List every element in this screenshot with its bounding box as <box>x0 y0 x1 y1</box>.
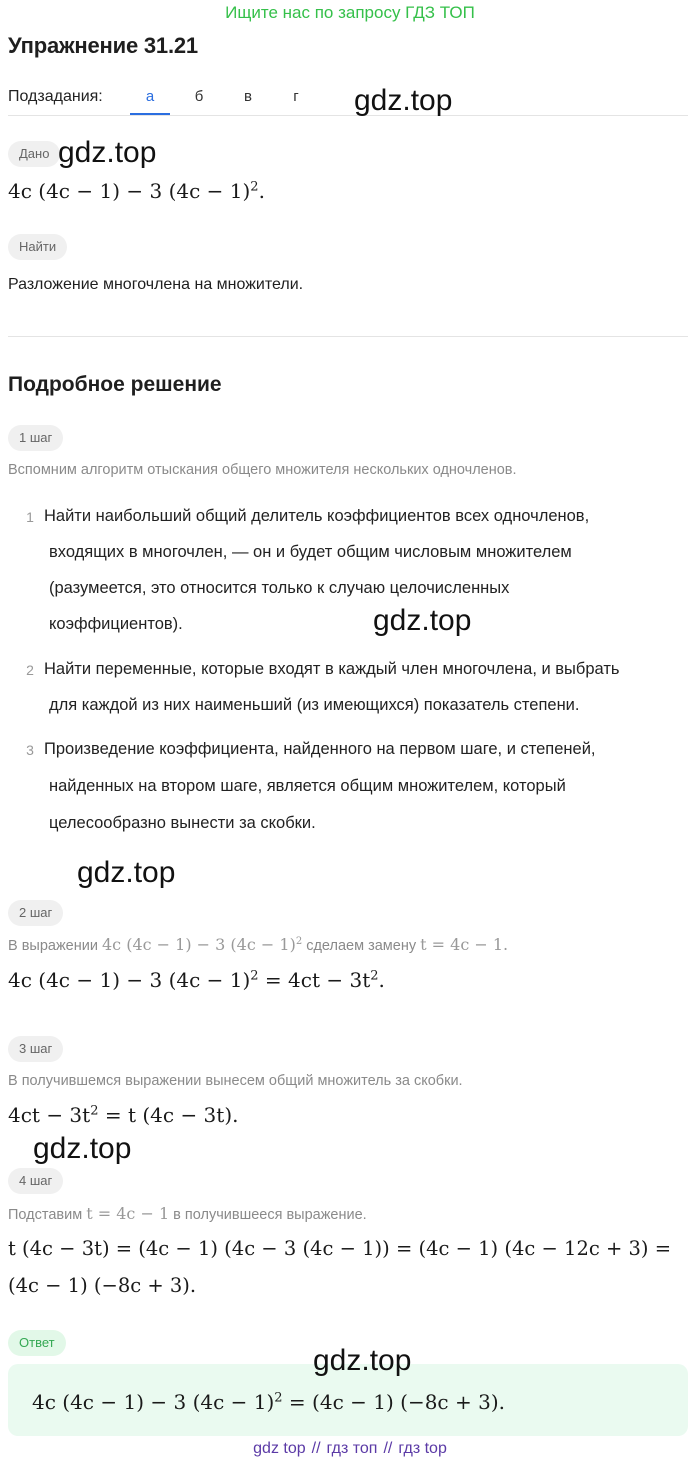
promo-banner[interactable]: Ищите нас по запросу ГДЗ ТОП <box>225 3 475 22</box>
step-2-note: В выражении 4c (4c − 1) − 3 $(4c - 1)^2$ сделаем замену t = 4c − 1. <box>8 935 509 954</box>
step-2-equation: 4c (4c − 1) − 3 $(4c - 1)^2 = 4ct - 3t^2$. <box>8 968 385 992</box>
answer-equation: 4c (4c − 1) − 3 $(4c - 1)^2 = (4c - 1)$ (−8c + 3). <box>32 1390 505 1414</box>
step-4-note: Подставим t = 4c − 1 в получившееся выражение. <box>8 1204 367 1223</box>
step-4-equation-line-2: (4c − 1) (−8c + 3). <box>8 1274 197 1297</box>
given-expression: 4c (4c − 1) − 3 $(4c - 1)^2$. <box>8 179 265 203</box>
step-1-intro: Вспомним алгоритм отыскания общего множителя нескольких одночленов. <box>8 462 517 478</box>
subtasks-label: Подзадания: <box>8 88 103 105</box>
find-text: Разложение многочлена на множители. <box>8 276 304 293</box>
watermark: gdz.top <box>373 604 472 637</box>
list-item-number: 3 <box>26 742 34 758</box>
step-3-note: В получившемся выражении вынесем общий множитель за скобки. <box>8 1073 463 1089</box>
list-item-line: целесообразно вынести за скобки. <box>49 814 316 832</box>
list-item-line: Найти переменные, которые входят в каждый член многочлена, и выбрать <box>44 660 620 678</box>
list-item-line: коэффициентов). <box>49 615 183 633</box>
list-item-line: входящих в многочлен, — он и будет общим числовым множителем <box>49 543 572 561</box>
footer-link[interactable]: гдз top <box>398 1440 447 1457</box>
list-item-line: для каждой из них наименьший (из имеющихся) показатель степени. <box>49 696 580 714</box>
page-title: Упражнение 31.21 <box>8 33 198 58</box>
watermark: gdz.top <box>313 1344 412 1377</box>
list-item-line: найденных на втором шаге, является общим множителем, который <box>49 777 566 795</box>
solution-title: Подробное решение <box>8 373 222 396</box>
tab-b[interactable]: б <box>194 88 204 105</box>
step-2-chip: 2 шаг <box>8 900 63 926</box>
footer-link[interactable]: gdz top <box>253 1440 306 1457</box>
step-3-chip: 3 шаг <box>8 1036 63 1062</box>
divider <box>8 336 688 337</box>
step-1-chip: 1 шаг <box>8 425 63 451</box>
list-item-number: 1 <box>26 509 34 525</box>
list-item-line: Найти наибольший общий делитель коэффициентов всех одночленов, <box>44 507 590 525</box>
list-item-line: Произведение коэффициента, найденного на первом шаге, и степеней, <box>44 740 596 758</box>
footer-link[interactable]: гдз топ <box>326 1440 378 1457</box>
tab-v[interactable]: в <box>244 88 252 105</box>
watermark: gdz.top <box>354 84 453 117</box>
watermark: gdz.top <box>58 136 157 169</box>
watermark: gdz.top <box>33 1132 132 1165</box>
footer-links <box>0 1440 700 1458</box>
step-4-chip: 4 шаг <box>8 1168 63 1194</box>
list-item-line: (разумеется, это относится только к случаю целочисленных <box>49 579 510 597</box>
tab-g[interactable]: г <box>293 88 299 105</box>
step-3-equation: $4ct - 3t^2 = t$ (4c − 3t). <box>8 1103 239 1127</box>
tab-a[interactable]: а <box>145 88 155 105</box>
divider <box>8 115 688 116</box>
answer-chip: Ответ <box>8 1330 66 1356</box>
step-4-equation-line-1: t (4c − 3t) = (4c − 1) (4c − 3 (4c − 1)) = (4c − 1) (4c − 12c + 3) = <box>8 1237 672 1260</box>
find-chip: Найти <box>8 234 67 260</box>
footer-separator: // <box>383 1440 393 1457</box>
footer-separator: // <box>311 1440 321 1457</box>
watermark: gdz.top <box>77 856 176 889</box>
given-chip: Дано <box>8 141 60 167</box>
list-item-number: 2 <box>26 662 34 678</box>
